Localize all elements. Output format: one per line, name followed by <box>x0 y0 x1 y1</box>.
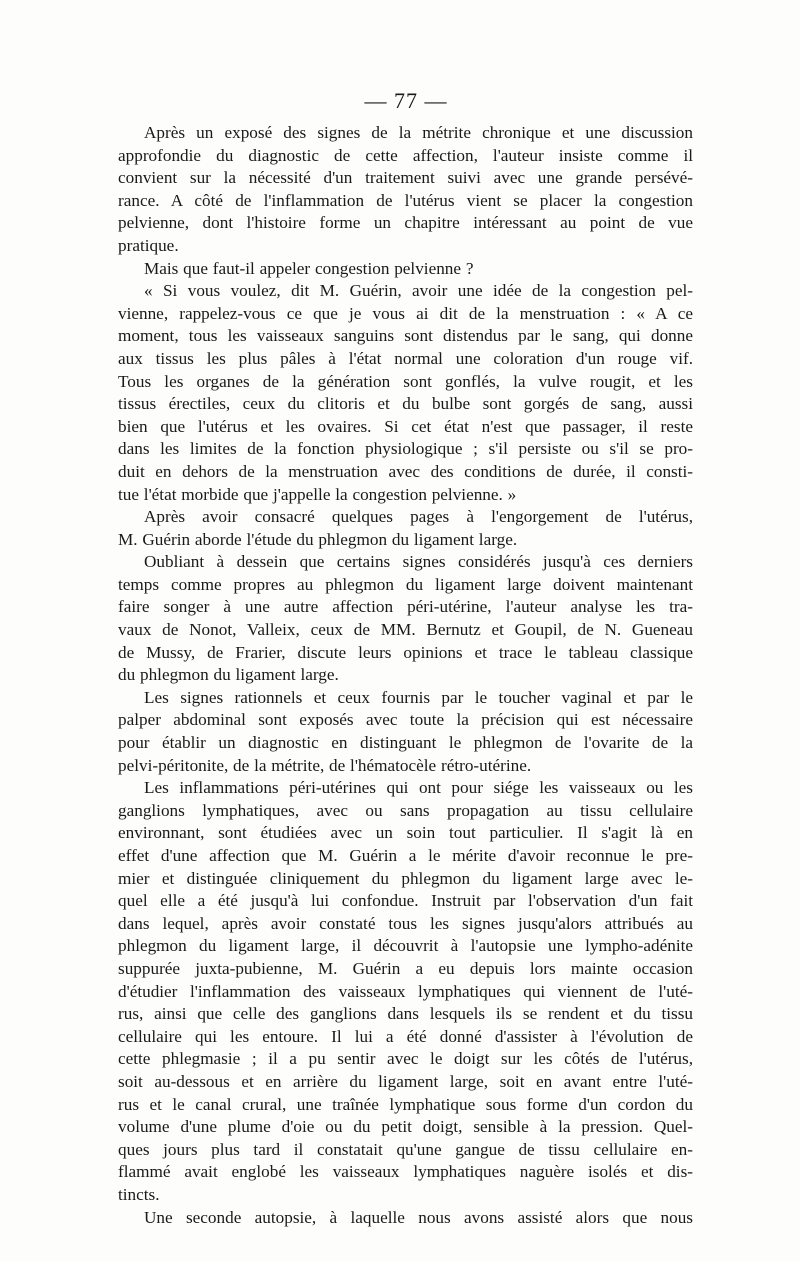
text-line: flammé avait englobé les vaisseaux lymphatiques naguère isolés et dis- <box>118 1162 693 1182</box>
text-line: rance. A côté de l'inflammation de l'utérus vient se placer la congestion <box>118 190 693 210</box>
text-line: Oubliant à dessein que certains signes considérés jusqu'à ces derniers <box>144 552 693 572</box>
text-line: pour établir un diagnostic en distinguant le phlegmon de l'ovarite de la <box>118 733 693 753</box>
text-line: vienne, rappelez-vous ce que je vous ai dit de la menstruation : « A ce <box>118 303 693 323</box>
text-line: aux tissus les plus pâles à l'état normal une coloration d'un rouge vif. <box>118 348 693 368</box>
text-line: tissus érectiles, ceux du clitoris et du bulbe sont gorgés de sang, aussi <box>118 394 693 414</box>
text-line: moment, tous les vaisseaux sanguins sont distendus par le sang, qui donne <box>118 326 693 346</box>
text-line: environnant, sont étudiées avec un soin tout particulier. Il s'agit là en <box>118 823 693 843</box>
text-line: suppurée juxta-pubienne, M. Guérin a eu depuis lors mainte occasion <box>118 958 693 978</box>
text-line: mier et distinguée cliniquement du phlegmon du ligament large avec le- <box>118 868 693 888</box>
text-line: duit en dehors de la menstruation avec des conditions de durée, il consti- <box>118 461 693 481</box>
body-text <box>118 122 693 1229</box>
text-line: temps comme propres au phlegmon du ligament large doivent maintenant <box>118 574 693 594</box>
text-line: cette phlegmasie ; il a pu sentir avec le doigt sur les côtés de l'utérus, <box>118 1049 693 1069</box>
text-line: faire songer à une autre affection péri-utérine, l'auteur analyse les tra- <box>118 597 693 617</box>
text-line: Après un exposé des signes de la métrite chronique et une discussion <box>144 123 693 142</box>
text-line: palper abdominal sont exposés avec toute la précision qui est nécessaire <box>118 710 693 730</box>
text-line: rus et le canal crural, une traînée lymphatique sous forme d'un cordon du <box>118 1094 693 1114</box>
text-line: pelvi-péritonite, de la métrite, de l'hématocèle rétro-utérine. <box>118 755 532 775</box>
text-line: approfondie du diagnostic de cette affection, l'auteur insiste comme il <box>118 145 693 165</box>
text-line: convient sur la nécessité d'un traitement suivi avec une grande persévé- <box>118 168 693 188</box>
text-line: ques jours plus tard il constatait qu'une gangue de tissu cellulaire en- <box>118 1139 693 1159</box>
text-line: d'étudier l'inflammation des vaisseaux lymphatiques qui viennent de l'uté- <box>118 981 693 1001</box>
text-line: bien que l'utérus et les ovaires. Si cet état n'est que passager, il reste <box>118 416 693 436</box>
text-line: dans lequel, après avoir constaté tous les signes jusqu'alors attribués au <box>118 913 693 933</box>
text-line: pratique. <box>118 235 179 255</box>
text-line: tue l'état morbide que j'appelle la congestion pelvienne. » <box>118 484 517 504</box>
text-line: de Mussy, de Frarier, discute leurs opinions et trace le tableau classique <box>118 642 693 662</box>
text-line: effet d'une affection que M. Guérin a le mérite d'avoir reconnue le pre- <box>118 846 693 865</box>
text-line: rus, ainsi que celle des ganglions dans lesquels ils se rendent et du tissu <box>118 1004 693 1024</box>
text-line: cellulaire qui les entoure. Il lui a été donné d'assister à l'évolution de <box>118 1026 693 1046</box>
text-line: Mais que faut-il appeler congestion pelvienne ? <box>144 258 474 278</box>
text-line: dans les limites de la fonction physiologique ; s'il persiste ou s'il se pro- <box>118 439 693 459</box>
text-line: pelvienne, dont l'histoire forme un chapitre intéressant au point de vue <box>118 213 693 233</box>
text-line: « Si vous voulez, dit M. Guérin, avoir une idée de la congestion pel- <box>144 281 693 301</box>
text-line: du phlegmon du ligament large. <box>118 665 339 685</box>
text-line: Une seconde autopsie, à laquelle nous avons assisté alors que nous <box>144 1207 693 1227</box>
text-line: vaux de Nonot, Valleix, ceux de MM. Bernutz et Goupil, de N. Gueneau <box>118 620 693 640</box>
page-number: — 77 — <box>364 88 448 113</box>
text-line: ganglions lymphatiques, avec ou sans propagation au tissu cellulaire <box>118 800 693 820</box>
text-line: soit au-dessous et en arrière du ligament large, soit en avant entre l'uté- <box>118 1071 693 1091</box>
text-line: Après avoir consacré quelques pages à l'engorgement de l'utérus, <box>144 507 693 527</box>
text-line: phlegmon du ligament large, il découvrit à l'autopsie une lympho-adénite <box>118 936 693 956</box>
text-line: Les inflammations péri-utérines qui ont pour siége les vaisseaux ou les <box>144 778 693 798</box>
text-line: Les signes rationnels et ceux fournis par le toucher vaginal et par le <box>144 687 693 707</box>
text-line: tincts. <box>118 1184 160 1204</box>
text-line: Tous les organes de la génération sont gonflés, la vulve rougit, et les <box>118 371 693 391</box>
text-line: volume d'une plume d'oie ou du petit doigt, sensible à la pression. Quel- <box>118 1117 693 1137</box>
text-line: quel elle a été jusqu'à lui confondue. Instruit par l'observation d'un fait <box>118 891 693 911</box>
text-line: M. Guérin aborde l'étude du phlegmon du ligament large. <box>118 529 518 549</box>
